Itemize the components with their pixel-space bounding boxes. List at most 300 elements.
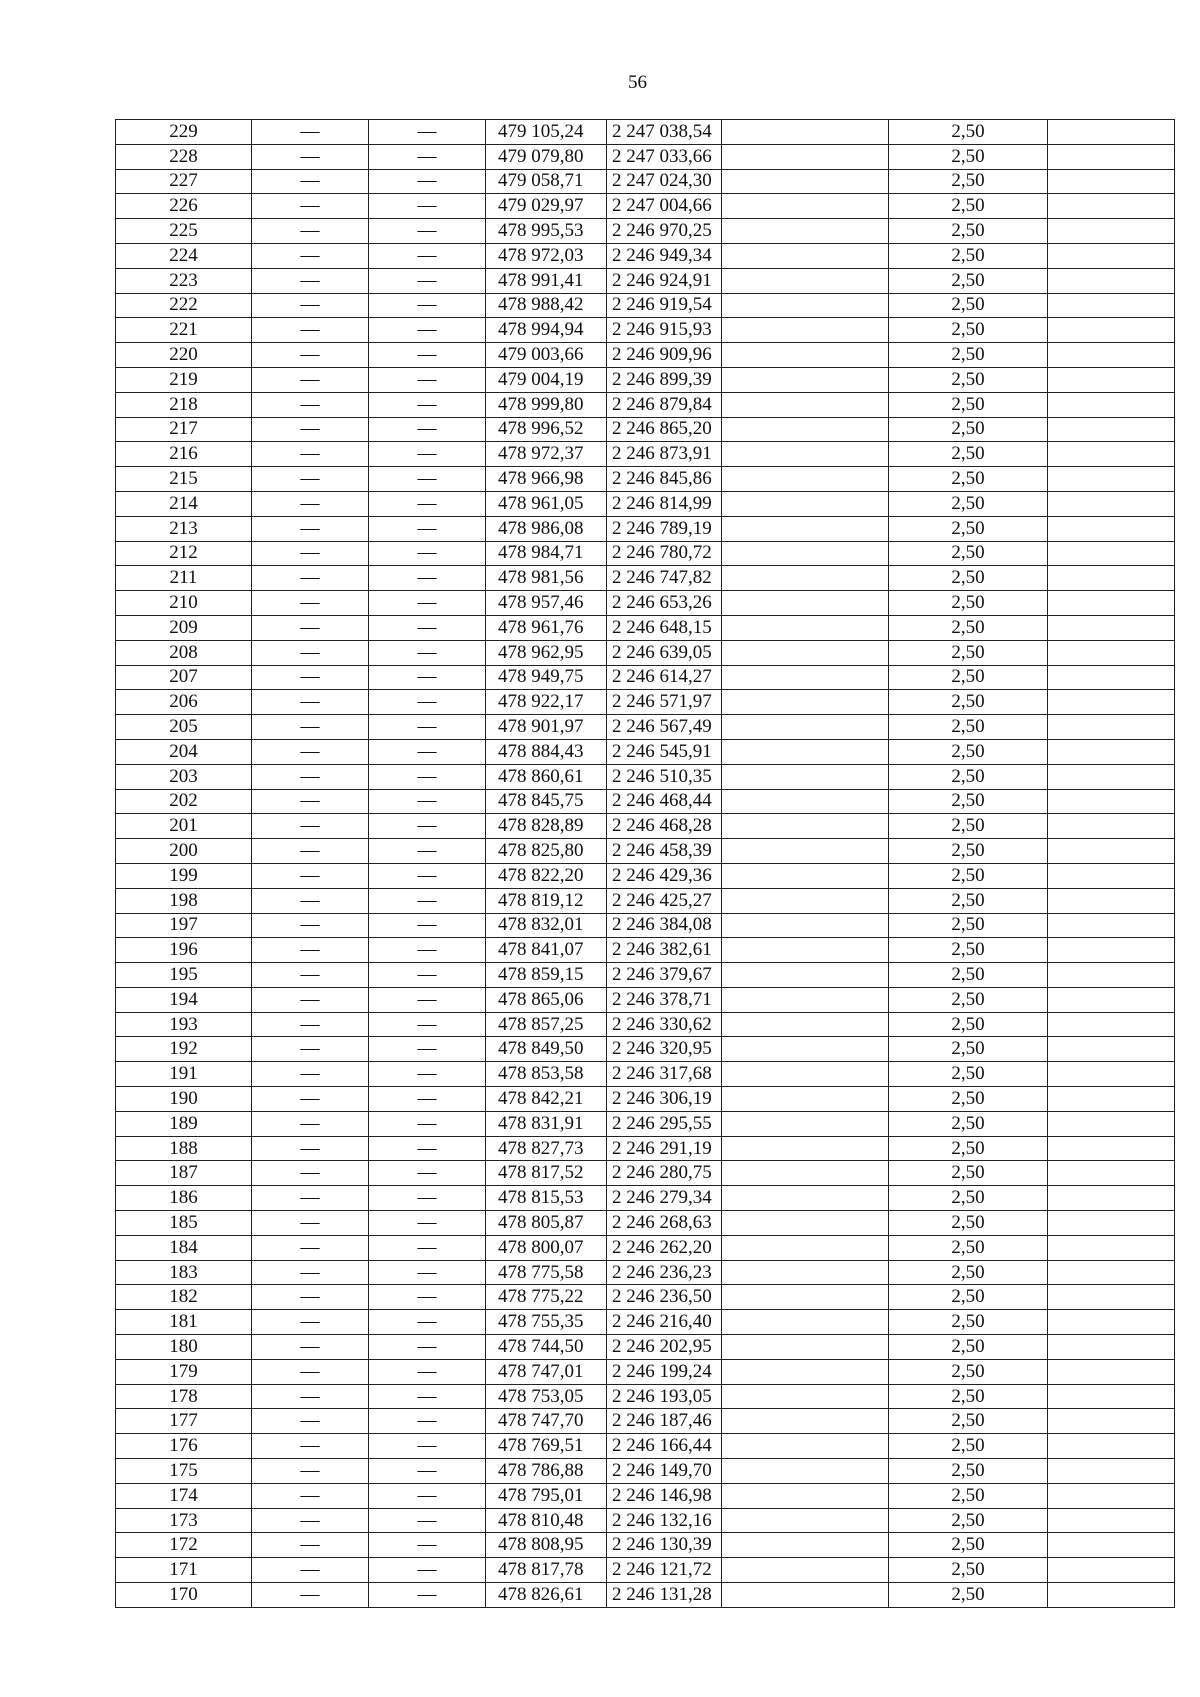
error-value-cell: 2,50 bbox=[889, 367, 1048, 392]
point-number-cell: 216 bbox=[116, 442, 252, 467]
x-coordinate-cell: 478 831,91 bbox=[486, 1111, 607, 1136]
x-coordinate-cell: 479 058,71 bbox=[486, 169, 607, 194]
y-coordinate-cell: 2 246 130,39 bbox=[607, 1533, 722, 1558]
table-row bbox=[116, 1384, 1175, 1409]
dash-cell-2: — bbox=[369, 392, 486, 417]
note-cell bbox=[1048, 1186, 1175, 1211]
dash-cell-2: — bbox=[369, 1409, 486, 1434]
note-cell bbox=[1048, 1533, 1175, 1558]
table-row bbox=[116, 1012, 1175, 1037]
point-number-cell: 195 bbox=[116, 963, 252, 988]
table-row bbox=[116, 615, 1175, 640]
y-coordinate-cell: 2 246 567,49 bbox=[607, 715, 722, 740]
note-cell bbox=[1048, 120, 1175, 145]
dash-cell-2: — bbox=[369, 1533, 486, 1558]
point-number-cell: 206 bbox=[116, 690, 252, 715]
point-number-cell: 207 bbox=[116, 665, 252, 690]
y-coordinate-cell: 2 246 425,27 bbox=[607, 888, 722, 913]
table-row bbox=[116, 1211, 1175, 1236]
dash-cell-1: — bbox=[252, 591, 369, 616]
dash-cell-2: — bbox=[369, 243, 486, 268]
dash-cell-2: — bbox=[369, 863, 486, 888]
dash-cell-2: — bbox=[369, 963, 486, 988]
table-row bbox=[116, 392, 1175, 417]
dash-cell-2: — bbox=[369, 442, 486, 467]
x-coordinate-cell: 478 961,76 bbox=[486, 615, 607, 640]
dash-cell-1: — bbox=[252, 516, 369, 541]
empty-cell bbox=[722, 268, 889, 293]
point-number-cell: 203 bbox=[116, 764, 252, 789]
dash-cell-1: — bbox=[252, 739, 369, 764]
y-coordinate-cell: 2 246 571,97 bbox=[607, 690, 722, 715]
empty-cell bbox=[722, 120, 889, 145]
y-coordinate-cell: 2 246 639,05 bbox=[607, 640, 722, 665]
note-cell bbox=[1048, 938, 1175, 963]
y-coordinate-cell: 2 246 132,16 bbox=[607, 1508, 722, 1533]
x-coordinate-cell: 478 795,01 bbox=[486, 1483, 607, 1508]
note-cell bbox=[1048, 913, 1175, 938]
empty-cell bbox=[722, 343, 889, 368]
x-coordinate-cell: 478 865,06 bbox=[486, 987, 607, 1012]
note-cell bbox=[1048, 1409, 1175, 1434]
empty-cell bbox=[722, 690, 889, 715]
table-row bbox=[116, 1136, 1175, 1161]
y-coordinate-cell: 2 246 378,71 bbox=[607, 987, 722, 1012]
point-number-cell: 227 bbox=[116, 169, 252, 194]
table-row bbox=[116, 1483, 1175, 1508]
x-coordinate-cell: 478 961,05 bbox=[486, 491, 607, 516]
dash-cell-1: — bbox=[252, 1285, 369, 1310]
x-coordinate-cell: 478 860,61 bbox=[486, 764, 607, 789]
point-number-cell: 189 bbox=[116, 1111, 252, 1136]
dash-cell-2: — bbox=[369, 913, 486, 938]
dash-cell-1: — bbox=[252, 963, 369, 988]
error-value-cell: 2,50 bbox=[889, 392, 1048, 417]
note-cell bbox=[1048, 1235, 1175, 1260]
note-cell bbox=[1048, 144, 1175, 169]
dash-cell-2: — bbox=[369, 1359, 486, 1384]
x-coordinate-cell: 478 786,88 bbox=[486, 1459, 607, 1484]
empty-cell bbox=[722, 144, 889, 169]
dash-cell-2: — bbox=[369, 491, 486, 516]
table-row bbox=[116, 268, 1175, 293]
note-cell bbox=[1048, 839, 1175, 864]
dash-cell-1: — bbox=[252, 1533, 369, 1558]
error-value-cell: 2,50 bbox=[889, 739, 1048, 764]
empty-cell bbox=[722, 1186, 889, 1211]
dash-cell-2: — bbox=[369, 665, 486, 690]
error-value-cell: 2,50 bbox=[889, 1235, 1048, 1260]
empty-cell bbox=[722, 1087, 889, 1112]
y-coordinate-cell: 2 246 291,19 bbox=[607, 1136, 722, 1161]
dash-cell-1: — bbox=[252, 938, 369, 963]
table-row bbox=[116, 814, 1175, 839]
table-row bbox=[116, 739, 1175, 764]
error-value-cell: 2,50 bbox=[889, 987, 1048, 1012]
y-coordinate-cell: 2 246 614,27 bbox=[607, 665, 722, 690]
dash-cell-2: — bbox=[369, 839, 486, 864]
table-row bbox=[116, 1111, 1175, 1136]
point-number-cell: 223 bbox=[116, 268, 252, 293]
x-coordinate-cell: 478 962,95 bbox=[486, 640, 607, 665]
dash-cell-1: — bbox=[252, 1062, 369, 1087]
error-value-cell: 2,50 bbox=[889, 1483, 1048, 1508]
dash-cell-2: — bbox=[369, 1186, 486, 1211]
x-coordinate-cell: 478 775,22 bbox=[486, 1285, 607, 1310]
dash-cell-1: — bbox=[252, 1310, 369, 1335]
empty-cell bbox=[722, 1260, 889, 1285]
dash-cell-2: — bbox=[369, 987, 486, 1012]
x-coordinate-cell: 478 996,52 bbox=[486, 417, 607, 442]
dash-cell-2: — bbox=[369, 1260, 486, 1285]
dash-cell-1: — bbox=[252, 491, 369, 516]
empty-cell bbox=[722, 194, 889, 219]
y-coordinate-cell: 2 246 199,24 bbox=[607, 1359, 722, 1384]
table-row bbox=[116, 566, 1175, 591]
x-coordinate-cell: 478 755,35 bbox=[486, 1310, 607, 1335]
y-coordinate-cell: 2 246 924,91 bbox=[607, 268, 722, 293]
dash-cell-1: — bbox=[252, 764, 369, 789]
note-cell bbox=[1048, 1087, 1175, 1112]
empty-cell bbox=[722, 367, 889, 392]
error-value-cell: 2,50 bbox=[889, 120, 1048, 145]
note-cell bbox=[1048, 1012, 1175, 1037]
error-value-cell: 2,50 bbox=[889, 318, 1048, 343]
error-value-cell: 2,50 bbox=[889, 1260, 1048, 1285]
point-number-cell: 221 bbox=[116, 318, 252, 343]
note-cell bbox=[1048, 1434, 1175, 1459]
note-cell bbox=[1048, 1260, 1175, 1285]
y-coordinate-cell: 2 246 384,08 bbox=[607, 913, 722, 938]
error-value-cell: 2,50 bbox=[889, 442, 1048, 467]
x-coordinate-cell: 478 810,48 bbox=[486, 1508, 607, 1533]
empty-cell bbox=[722, 1136, 889, 1161]
x-coordinate-cell: 479 029,97 bbox=[486, 194, 607, 219]
table-row bbox=[116, 1409, 1175, 1434]
empty-cell bbox=[722, 1583, 889, 1608]
y-coordinate-cell: 2 246 216,40 bbox=[607, 1310, 722, 1335]
table-row bbox=[116, 839, 1175, 864]
note-cell bbox=[1048, 665, 1175, 690]
x-coordinate-cell: 478 984,71 bbox=[486, 541, 607, 566]
y-coordinate-cell: 2 246 899,39 bbox=[607, 367, 722, 392]
error-value-cell: 2,50 bbox=[889, 1359, 1048, 1384]
table-row bbox=[116, 640, 1175, 665]
note-cell bbox=[1048, 1310, 1175, 1335]
dash-cell-1: — bbox=[252, 343, 369, 368]
empty-cell bbox=[722, 1459, 889, 1484]
point-number-cell: 174 bbox=[116, 1483, 252, 1508]
dash-cell-1: — bbox=[252, 541, 369, 566]
dash-cell-2: — bbox=[369, 938, 486, 963]
x-coordinate-cell: 478 849,50 bbox=[486, 1037, 607, 1062]
y-coordinate-cell: 2 246 510,35 bbox=[607, 764, 722, 789]
table-row bbox=[116, 1533, 1175, 1558]
dash-cell-2: — bbox=[369, 516, 486, 541]
x-coordinate-cell: 478 994,94 bbox=[486, 318, 607, 343]
dash-cell-2: — bbox=[369, 1285, 486, 1310]
dash-cell-1: — bbox=[252, 293, 369, 318]
note-cell bbox=[1048, 417, 1175, 442]
empty-cell bbox=[722, 839, 889, 864]
note-cell bbox=[1048, 516, 1175, 541]
dash-cell-1: — bbox=[252, 1384, 369, 1409]
dash-cell-2: — bbox=[369, 144, 486, 169]
error-value-cell: 2,50 bbox=[889, 1583, 1048, 1608]
dash-cell-2: — bbox=[369, 1558, 486, 1583]
empty-cell bbox=[722, 615, 889, 640]
dash-cell-2: — bbox=[369, 789, 486, 814]
y-coordinate-cell: 2 246 330,62 bbox=[607, 1012, 722, 1037]
note-cell bbox=[1048, 293, 1175, 318]
table-row bbox=[116, 1260, 1175, 1285]
empty-cell bbox=[722, 715, 889, 740]
x-coordinate-cell: 478 817,52 bbox=[486, 1161, 607, 1186]
table-row bbox=[116, 194, 1175, 219]
empty-cell bbox=[722, 417, 889, 442]
table-row bbox=[116, 516, 1175, 541]
table-row bbox=[116, 219, 1175, 244]
table-row bbox=[116, 1186, 1175, 1211]
error-value-cell: 2,50 bbox=[889, 169, 1048, 194]
dash-cell-1: — bbox=[252, 1409, 369, 1434]
dash-cell-1: — bbox=[252, 1359, 369, 1384]
error-value-cell: 2,50 bbox=[889, 665, 1048, 690]
empty-cell bbox=[722, 640, 889, 665]
dash-cell-2: — bbox=[369, 268, 486, 293]
error-value-cell: 2,50 bbox=[889, 839, 1048, 864]
table-body bbox=[116, 120, 1175, 1608]
y-coordinate-cell: 2 246 909,96 bbox=[607, 343, 722, 368]
dash-cell-2: — bbox=[369, 1384, 486, 1409]
y-coordinate-cell: 2 246 268,63 bbox=[607, 1211, 722, 1236]
point-number-cell: 176 bbox=[116, 1434, 252, 1459]
y-coordinate-cell: 2 246 915,93 bbox=[607, 318, 722, 343]
dash-cell-1: — bbox=[252, 1111, 369, 1136]
coordinates-table bbox=[115, 119, 1175, 1608]
error-value-cell: 2,50 bbox=[889, 1136, 1048, 1161]
point-number-cell: 178 bbox=[116, 1384, 252, 1409]
empty-cell bbox=[722, 1434, 889, 1459]
dash-cell-1: — bbox=[252, 1161, 369, 1186]
dash-cell-2: — bbox=[369, 194, 486, 219]
dash-cell-2: — bbox=[369, 343, 486, 368]
dash-cell-2: — bbox=[369, 417, 486, 442]
dash-cell-2: — bbox=[369, 1161, 486, 1186]
x-coordinate-cell: 478 949,75 bbox=[486, 665, 607, 690]
table-row bbox=[116, 963, 1175, 988]
y-coordinate-cell: 2 246 949,34 bbox=[607, 243, 722, 268]
table-row bbox=[116, 243, 1175, 268]
dash-cell-2: — bbox=[369, 1583, 486, 1608]
point-number-cell: 194 bbox=[116, 987, 252, 1012]
point-number-cell: 187 bbox=[116, 1161, 252, 1186]
point-number-cell: 225 bbox=[116, 219, 252, 244]
note-cell bbox=[1048, 764, 1175, 789]
error-value-cell: 2,50 bbox=[889, 219, 1048, 244]
error-value-cell: 2,50 bbox=[889, 591, 1048, 616]
y-coordinate-cell: 2 246 814,99 bbox=[607, 491, 722, 516]
empty-cell bbox=[722, 1508, 889, 1533]
point-number-cell: 205 bbox=[116, 715, 252, 740]
error-value-cell: 2,50 bbox=[889, 293, 1048, 318]
dash-cell-1: — bbox=[252, 1186, 369, 1211]
point-number-cell: 213 bbox=[116, 516, 252, 541]
point-number-cell: 177 bbox=[116, 1409, 252, 1434]
point-number-cell: 182 bbox=[116, 1285, 252, 1310]
y-coordinate-cell: 2 246 146,98 bbox=[607, 1483, 722, 1508]
empty-cell bbox=[722, 1384, 889, 1409]
error-value-cell: 2,50 bbox=[889, 1409, 1048, 1434]
dash-cell-2: — bbox=[369, 615, 486, 640]
y-coordinate-cell: 2 246 458,39 bbox=[607, 839, 722, 864]
note-cell bbox=[1048, 987, 1175, 1012]
x-coordinate-cell: 479 003,66 bbox=[486, 343, 607, 368]
y-coordinate-cell: 2 246 468,28 bbox=[607, 814, 722, 839]
empty-cell bbox=[722, 665, 889, 690]
x-coordinate-cell: 478 744,50 bbox=[486, 1335, 607, 1360]
dash-cell-1: — bbox=[252, 789, 369, 814]
dash-cell-1: — bbox=[252, 640, 369, 665]
note-cell bbox=[1048, 392, 1175, 417]
y-coordinate-cell: 2 246 379,67 bbox=[607, 963, 722, 988]
note-cell bbox=[1048, 343, 1175, 368]
x-coordinate-cell: 478 972,37 bbox=[486, 442, 607, 467]
dash-cell-2: — bbox=[369, 1037, 486, 1062]
table-row bbox=[116, 1062, 1175, 1087]
table-row bbox=[116, 1434, 1175, 1459]
y-coordinate-cell: 2 247 033,66 bbox=[607, 144, 722, 169]
empty-cell bbox=[722, 1285, 889, 1310]
error-value-cell: 2,50 bbox=[889, 1012, 1048, 1037]
empty-cell bbox=[722, 1062, 889, 1087]
empty-cell bbox=[722, 764, 889, 789]
point-number-cell: 172 bbox=[116, 1533, 252, 1558]
table-row bbox=[116, 293, 1175, 318]
dash-cell-2: — bbox=[369, 591, 486, 616]
note-cell bbox=[1048, 640, 1175, 665]
error-value-cell: 2,50 bbox=[889, 343, 1048, 368]
note-cell bbox=[1048, 1285, 1175, 1310]
x-coordinate-cell: 479 105,24 bbox=[486, 120, 607, 145]
dash-cell-2: — bbox=[369, 367, 486, 392]
dash-cell-2: — bbox=[369, 1012, 486, 1037]
empty-cell bbox=[722, 591, 889, 616]
point-number-cell: 193 bbox=[116, 1012, 252, 1037]
empty-cell bbox=[722, 1533, 889, 1558]
error-value-cell: 2,50 bbox=[889, 640, 1048, 665]
x-coordinate-cell: 478 884,43 bbox=[486, 739, 607, 764]
dash-cell-2: — bbox=[369, 739, 486, 764]
dash-cell-1: — bbox=[252, 417, 369, 442]
error-value-cell: 2,50 bbox=[889, 690, 1048, 715]
note-cell bbox=[1048, 739, 1175, 764]
error-value-cell: 2,50 bbox=[889, 1310, 1048, 1335]
x-coordinate-cell: 479 079,80 bbox=[486, 144, 607, 169]
y-coordinate-cell: 2 246 202,95 bbox=[607, 1335, 722, 1360]
error-value-cell: 2,50 bbox=[889, 715, 1048, 740]
point-number-cell: 210 bbox=[116, 591, 252, 616]
x-coordinate-cell: 478 775,58 bbox=[486, 1260, 607, 1285]
error-value-cell: 2,50 bbox=[889, 566, 1048, 591]
error-value-cell: 2,50 bbox=[889, 1335, 1048, 1360]
note-cell bbox=[1048, 442, 1175, 467]
dash-cell-2: — bbox=[369, 169, 486, 194]
point-number-cell: 219 bbox=[116, 367, 252, 392]
dash-cell-1: — bbox=[252, 913, 369, 938]
error-value-cell: 2,50 bbox=[889, 541, 1048, 566]
dash-cell-2: — bbox=[369, 1310, 486, 1335]
x-coordinate-cell: 478 957,46 bbox=[486, 591, 607, 616]
dash-cell-2: — bbox=[369, 566, 486, 591]
dash-cell-2: — bbox=[369, 814, 486, 839]
dash-cell-1: — bbox=[252, 1260, 369, 1285]
empty-cell bbox=[722, 1037, 889, 1062]
table-row bbox=[116, 1285, 1175, 1310]
x-coordinate-cell: 478 842,21 bbox=[486, 1087, 607, 1112]
dash-cell-2: — bbox=[369, 715, 486, 740]
dash-cell-2: — bbox=[369, 1235, 486, 1260]
error-value-cell: 2,50 bbox=[889, 1062, 1048, 1087]
page-number: 56 bbox=[628, 72, 647, 93]
table-row bbox=[116, 343, 1175, 368]
dash-cell-2: — bbox=[369, 120, 486, 145]
error-value-cell: 2,50 bbox=[889, 1087, 1048, 1112]
empty-cell bbox=[722, 814, 889, 839]
y-coordinate-cell: 2 246 236,23 bbox=[607, 1260, 722, 1285]
point-number-cell: 197 bbox=[116, 913, 252, 938]
y-coordinate-cell: 2 247 024,30 bbox=[607, 169, 722, 194]
dash-cell-2: — bbox=[369, 318, 486, 343]
y-coordinate-cell: 2 246 193,05 bbox=[607, 1384, 722, 1409]
x-coordinate-cell: 478 999,80 bbox=[486, 392, 607, 417]
dash-cell-2: — bbox=[369, 764, 486, 789]
note-cell bbox=[1048, 194, 1175, 219]
x-coordinate-cell: 478 747,01 bbox=[486, 1359, 607, 1384]
point-number-cell: 224 bbox=[116, 243, 252, 268]
table-row bbox=[116, 715, 1175, 740]
error-value-cell: 2,50 bbox=[889, 913, 1048, 938]
note-cell bbox=[1048, 268, 1175, 293]
error-value-cell: 2,50 bbox=[889, 789, 1048, 814]
table-row bbox=[116, 1508, 1175, 1533]
y-coordinate-cell: 2 246 780,72 bbox=[607, 541, 722, 566]
note-cell bbox=[1048, 615, 1175, 640]
table-row bbox=[116, 1037, 1175, 1062]
y-coordinate-cell: 2 246 845,86 bbox=[607, 467, 722, 492]
x-coordinate-cell: 478 817,78 bbox=[486, 1558, 607, 1583]
dash-cell-2: — bbox=[369, 219, 486, 244]
table-row bbox=[116, 417, 1175, 442]
dash-cell-1: — bbox=[252, 715, 369, 740]
x-coordinate-cell: 478 822,20 bbox=[486, 863, 607, 888]
point-number-cell: 179 bbox=[116, 1359, 252, 1384]
point-number-cell: 198 bbox=[116, 888, 252, 913]
y-coordinate-cell: 2 246 545,91 bbox=[607, 739, 722, 764]
x-coordinate-cell: 478 753,05 bbox=[486, 1384, 607, 1409]
dash-cell-1: — bbox=[252, 863, 369, 888]
empty-cell bbox=[722, 1235, 889, 1260]
point-number-cell: 183 bbox=[116, 1260, 252, 1285]
note-cell bbox=[1048, 690, 1175, 715]
y-coordinate-cell: 2 246 789,19 bbox=[607, 516, 722, 541]
dash-cell-1: — bbox=[252, 1508, 369, 1533]
x-coordinate-cell: 478 988,42 bbox=[486, 293, 607, 318]
note-cell bbox=[1048, 169, 1175, 194]
error-value-cell: 2,50 bbox=[889, 194, 1048, 219]
note-cell bbox=[1048, 1062, 1175, 1087]
x-coordinate-cell: 478 808,95 bbox=[486, 1533, 607, 1558]
